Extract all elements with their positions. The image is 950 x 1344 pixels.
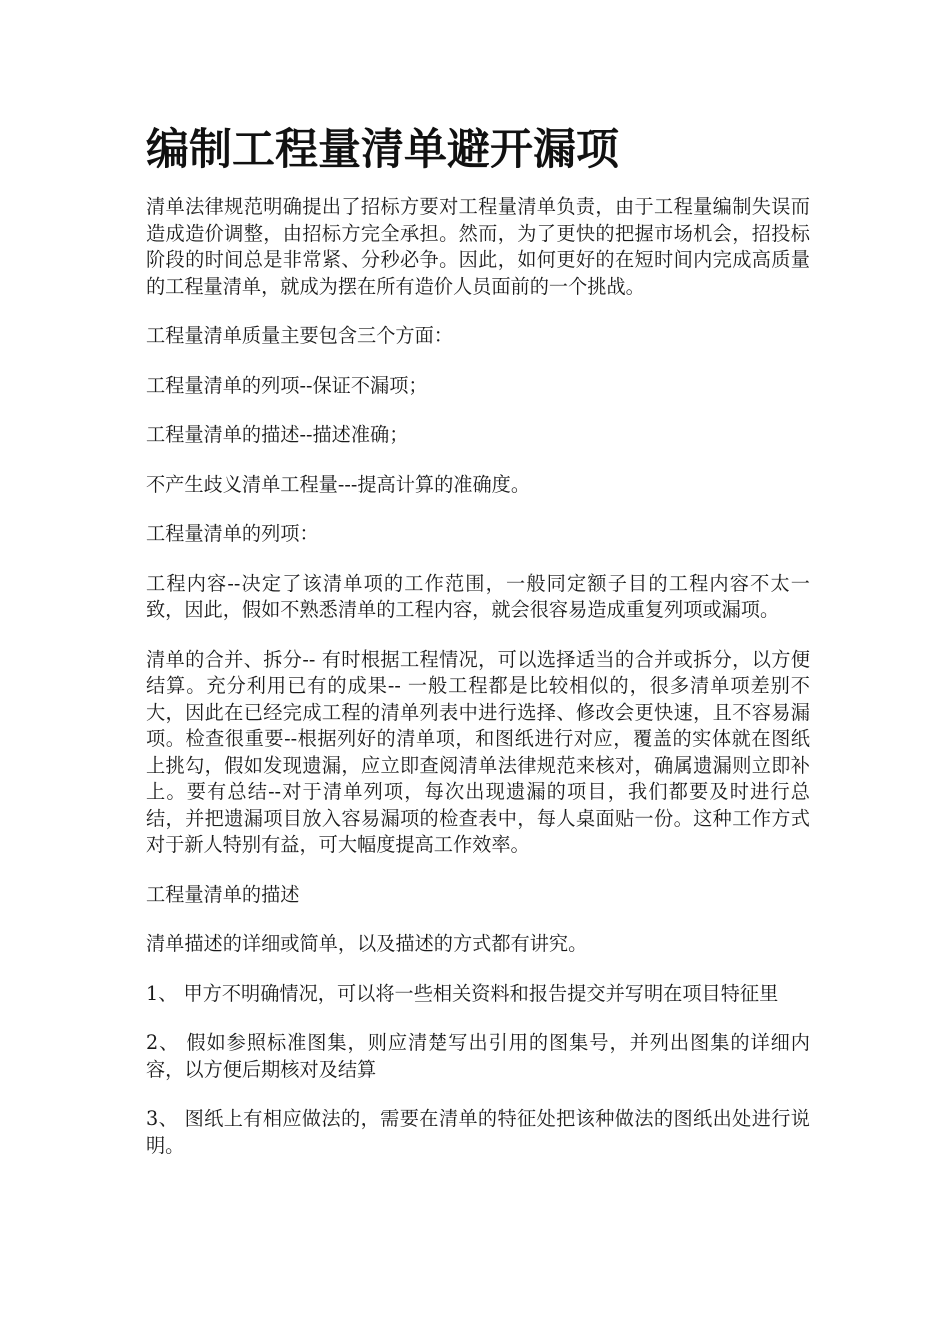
paragraph-quality-aspects: 工程量清单质量主要包含三个方面： [146, 324, 453, 347]
document-page [146, 122, 810, 1182]
list-item-3: 3、 图纸上有相应做法的，需要在清单的特征处把该种做法的图纸出处进行说明。 [146, 1107, 810, 1157]
paragraph-intro: 清单法律规范明确提出了招标方要对工程量清单负责，由于工程量编制失误而造成造价调整，由招标方完全承担。然而，为了更快的把握市场机会，招投标阶段的时间总是非常紧、分秒必争。因此，如何更好的在短时间内完成高质量的工程量清单，就成为摆在所有造价人员面前的一个挑战。 [146, 195, 810, 298]
paragraph-merge-split: 清单的合并、拆分-- 有时根据工程情况，可以选择适当的合并或拆分，以方便结算。充分利用已有的成果-- 一般工程都是比较相似的，很多清单项差别不大，因此在已经完成工程的清单列表中进行选择、修改会更快速，且不容易漏项。检查很重要--根据列好的清单项，和图纸进行对应，覆盖的实体就在图纸上挑勾，假如发现遗漏，应立即查阅清单法律规范来核对，确属遗漏则立即补上。要有总结--对于清单列项，每次出现遗漏的项目，我们都要及时进行总结，并把遗漏项目放入容易漏项的检查表中，每人桌面贴一份。这种工作方式对于新人特别有益，可大幅度提高工作效率。 [146, 647, 810, 856]
paragraph-aspect-quantity: 不产生歧义清单工程量---提高计算的准确度。 [146, 472, 531, 496]
document-title: 编制工程量清单避开漏项 [146, 125, 619, 175]
section-heading-listing: 工程量清单的列项： [146, 522, 319, 545]
paragraph-description-detail: 清单描述的详细或简单，以及描述的方式都有讲究。 [146, 932, 588, 955]
section-heading-description: 工程量清单的描述 [146, 882, 300, 906]
paragraph-work-content: 工程内容--决定了该清单项的工作范围，一般同定额子目的工程内容不太一致，因此，假如不熟悉清单的工程内容，就会很容易造成重复列项或漏项。 [146, 571, 810, 621]
list-item-2: 2、 假如参照标准图集，则应清楚写出引用的图集号，并列出图集的详细内容，以方便后期核对及结算 [146, 1031, 810, 1081]
paragraph-aspect-description: 工程量清单的描述--描述准确； [146, 423, 409, 446]
paragraph-aspect-listing: 工程量清单的列项--保证不漏项； [146, 373, 428, 397]
list-item-1: 1、 甲方不明确情况，可以将一些相关资料和报告提交并写明在项目特征里 [146, 981, 779, 1005]
